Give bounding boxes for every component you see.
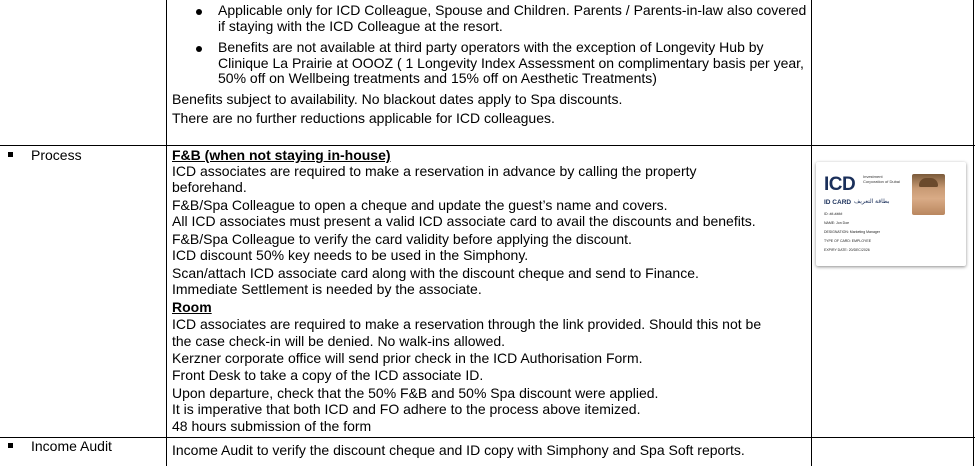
card-field: NAME: Jon Doe — [824, 221, 850, 225]
fb-line: Immediate Settlement is needed by the associate. — [172, 281, 482, 297]
fb-line: All ICD associates must present a valid ICD associate card to avail the discounts and benefits. — [172, 213, 756, 229]
room-line: ICD associates are required to make a reservation through the link provided. Should this not be — [172, 316, 762, 332]
income-audit-text: Income Audit to verify the discount cheque and ID copy with Simphony and Spa Soft reports. — [172, 442, 745, 458]
column-divider-right — [811, 0, 812, 466]
no-reductions-note: There are no further reductions applicable for ICD colleagues. — [172, 110, 555, 126]
org-name: Investment Corporation of Dubai — [863, 174, 900, 184]
card-field: DESIGNATION: Marketing Manager — [824, 230, 880, 234]
id-card-image — [816, 162, 966, 266]
card-field: ID: ##-#### — [824, 212, 843, 216]
id-card-title: ID CARD — [824, 199, 852, 206]
fb-line: F&B/Spa Colleague to verify the card validity before applying the discount. — [172, 231, 632, 247]
room-line: Upon departure, check that the 50% F&B and 50% Spa discount were applied. — [172, 385, 659, 401]
room-line: Kerzner corporate office will send prior check in the ICD Authorisation Form. — [172, 350, 643, 366]
income-audit-label — [8, 438, 112, 454]
fb-line: ICD associates are required to make a reservation in advance by calling the property — [172, 163, 697, 179]
bullet-icon — [196, 41, 204, 49]
square-bullet-icon — [8, 443, 13, 448]
id-card-arabic-title: بطاقة التعريف — [854, 199, 890, 205]
bullet-icon — [196, 4, 204, 12]
icd-logo: ICD — [824, 174, 856, 195]
room-line: the case check-in will be denied. No walk-ins allowed. — [172, 333, 506, 349]
card-field: TYPE OF CARD: EMPLOYEE — [824, 239, 872, 243]
room-line: It is imperative that both ICD and FO adhere to the process above itemized. — [172, 401, 641, 417]
fb-line: ICD discount 50% key needs to be used in the Simphony. — [172, 247, 529, 263]
room-line: 48 hours submission of the form — [172, 418, 372, 434]
process-label-text: Process — [31, 147, 82, 163]
portrait-photo — [912, 174, 945, 215]
card-field: EXPIRY DATE: 20/DEC/2026 — [824, 248, 870, 252]
availability-note: Benefits subject to availability. No blackout dates apply to Spa discounts. — [172, 91, 623, 107]
fb-line: F&B/Spa Colleague to open a cheque and update the guest’s name and covers. — [172, 197, 668, 213]
room-heading: Room — [172, 299, 212, 315]
fb-line: beforehand. — [172, 179, 247, 195]
process-label — [8, 147, 82, 163]
fb-line: Scan/attach ICD associate card along with the discount cheque and send to Finance. — [172, 265, 699, 281]
column-divider-left — [166, 0, 167, 466]
eligibility-bullet: Applicable only for ICD Colleague, Spouse and Children. Parents / Parents-in-law also covered if staying with the ICD Colleague at the resort. — [218, 2, 807, 34]
table-edge-right — [973, 0, 974, 466]
room-line: Front Desk to take a copy of the ICD associate ID. — [172, 367, 484, 383]
exclusion-bullet: Benefits are not available at third party operators with the exception of Longevity Hub by Clinique La Prairie at OOOZ ( 1 Longevity Index Assessment on complimentary basis per year, 50% off on Wellbeing treatments and 15% off on Aesthetic Treatments) — [218, 39, 804, 87]
fb-heading: F&B (when not staying in-house) — [172, 147, 391, 163]
income-audit-label-text: Income Audit — [31, 438, 112, 454]
row-divider-top — [0, 145, 975, 146]
square-bullet-icon — [8, 152, 13, 157]
row-divider-bottom — [0, 437, 975, 438]
